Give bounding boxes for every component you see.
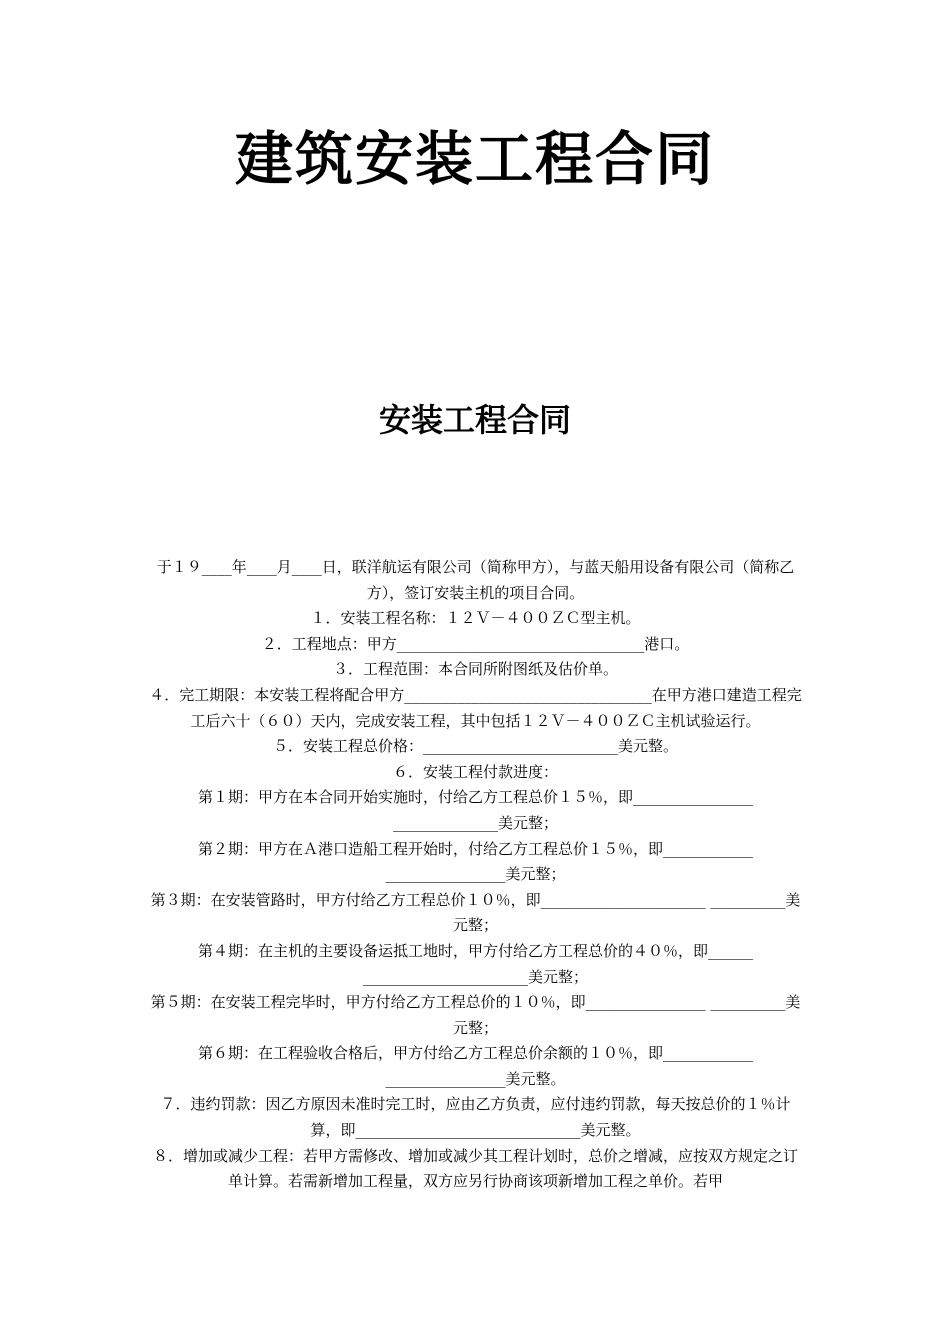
contract-intro: 于１９____年____月____日，联洋航运有限公司（简称甲方），与蓝天船用设备有限公司（简称乙方），签订安装主机的项目合同。 bbox=[156, 558, 795, 602]
clause-7: ７．违约罚款：因乙方原因未准时完工时，应由乙方负责，应付违约罚款，每天按总价的１％计算，即______________________________美元整。 bbox=[160, 1095, 791, 1140]
clause-5: ５．安装工程总价格：__________________________美元整。 bbox=[272, 737, 678, 756]
document-title: 建筑安装工程合同 bbox=[234, 125, 715, 193]
document-subtitle: 安装工程合同 bbox=[378, 401, 571, 439]
clause-4: ４．完工期限：本安装工程将配合甲方_________________________________在甲方港口建造工程完工后六十（６０）天内，完成安装工程，其中包括１２Ｖ－４００ＺＣ主机试验运行。 bbox=[149, 685, 802, 730]
payment-phase-1: 第１期：甲方在本合同开始实施时，付给乙方工程总价１５％，即________________ ______________美元整； bbox=[197, 788, 753, 832]
clause-1: １．安装工程名称：１２Ｖ－４００ＺＣ型主机。 bbox=[310, 609, 641, 628]
clause-6: ６．安装工程付款进度： bbox=[392, 762, 558, 781]
clause-8: ８．增加或减少工程：若甲方需修改、增加或减少其工程计划时，总价之增减，应按双方规定之订单计算。若需新增加工程量，双方应另行协商该项新增加工程之单价。若甲 bbox=[152, 1146, 798, 1191]
clause-3: ３．工程范围：本合同所附图纸及估价单。 bbox=[332, 660, 618, 679]
payment-phase-2: 第２期：甲方在Ａ港口造船工程开始时，付给乙方工程总价１５％，即____________ ________________美元整； bbox=[197, 839, 753, 884]
payment-phase-5: 第５期：在安装工程完毕时，甲方付给乙方工程总价的１０％，即________________ __________美元整； bbox=[150, 993, 801, 1037]
clause-2: ２．工程地点：甲方_________________________________港口。 bbox=[261, 634, 690, 653]
payment-phase-6: 第６期：在工程验收合格后，甲方付给乙方工程总价余额的１０％，即____________ ________________美元整。 bbox=[197, 1044, 753, 1088]
payment-phase-3: 第３期：在安装管路时，甲方付给乙方工程总价１０％，即______________________ __________美元整； bbox=[150, 890, 801, 935]
payment-phase-4: 第４期：在主机的主要设备运抵工地时，甲方付给乙方工程总价的４０％，即______ ______________________美元整； bbox=[197, 941, 753, 986]
contract-body bbox=[148, 555, 803, 1195]
